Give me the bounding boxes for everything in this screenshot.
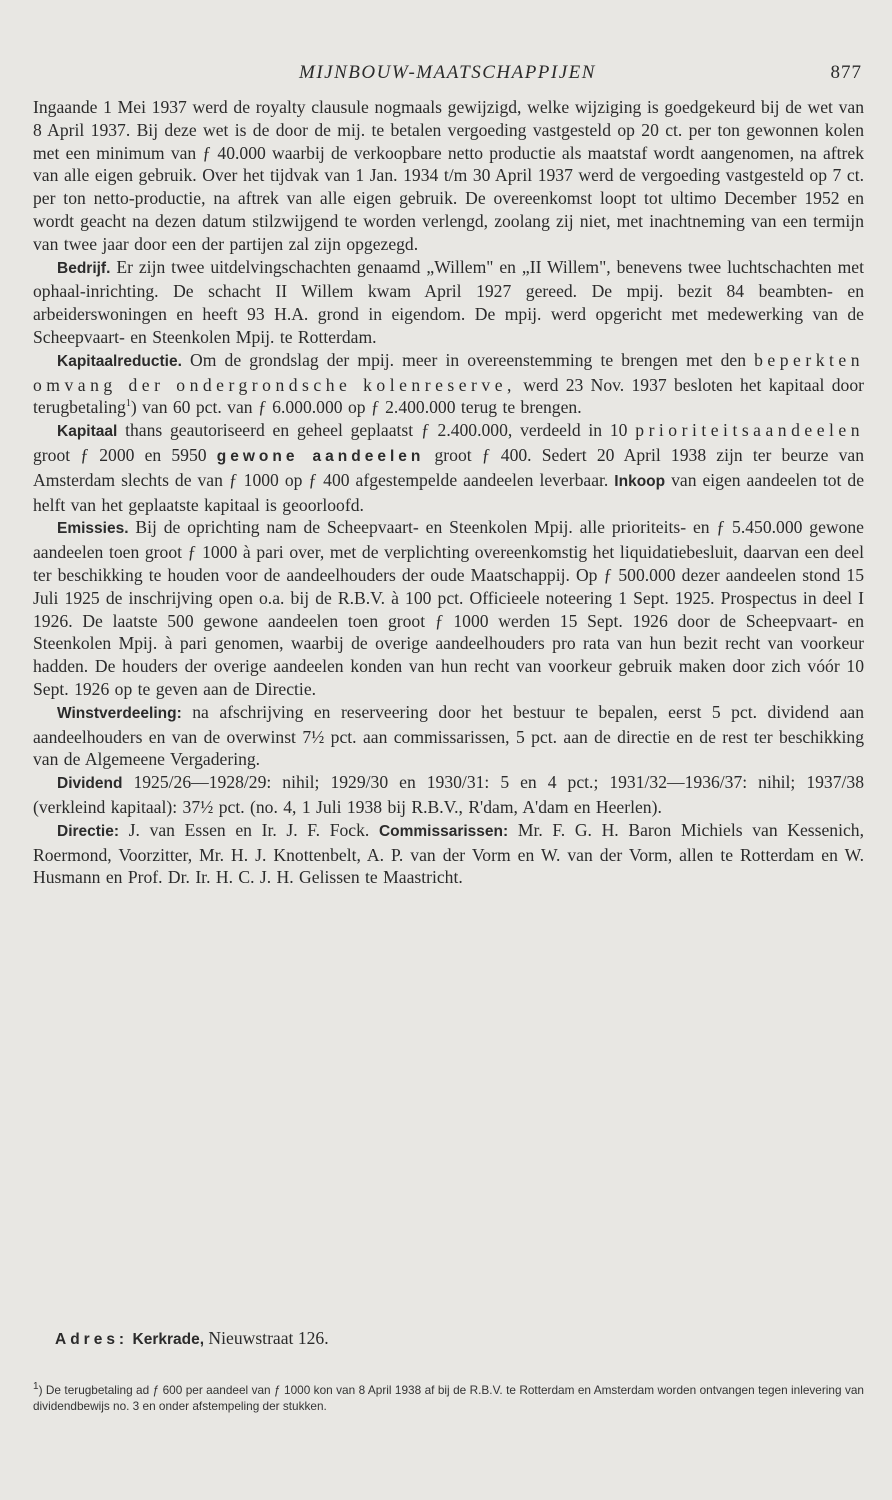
kapitaalreductie-text-c: ) van 60 pct. van ƒ 6.000.000 op ƒ 2.400.000 terug te brengen. (130, 397, 582, 418)
paragraph-directie (33, 819, 864, 889)
heading-kapitaalreductie: Kapitaalreductie. (57, 352, 182, 370)
address-line (55, 1328, 329, 1349)
bedrijf-text: Er zijn twee uitdelvingschachten genaamd „Willem" en „II Willem", benevens twee luchtschachten met ophaal-inrichting. De schacht II Willem kwam April 1927 gereed. De mpij. bezit 84 beambten- en arbeiderswoningen en heeft 93 H.A. grond in eigendom. De mpij. werd opgericht met medewerking van de Scheepvaart- en Steenkolen Mpij. te Rotterdam. (33, 256, 864, 347)
address-street: Nieuwstraat 126. (204, 1328, 329, 1348)
kapitaal-text-b: groot ƒ 2000 en 5950 (33, 444, 217, 465)
page-number: 877 (830, 62, 862, 83)
paragraph-dividend (33, 771, 864, 819)
heading-dividend: Dividend (57, 775, 123, 793)
paragraph-bedrijf (33, 256, 864, 349)
paragraph-kapitaal (33, 419, 864, 516)
footnote-text: ) De terugbetaling ad ƒ 600 per aandeel van ƒ 1000 kon van 8 April 1938 af bij de R.B.V. te Rotterdam en Amsterdam worden ontvangen tegen inlevering van dividendbewijs no. 3 en onder afstempeling der stukken. (33, 1383, 864, 1413)
paragraph-emissies (33, 516, 864, 700)
commissarissen-text: Mr. F. G. H. Baron Michiels van Kessenich, Roermond, Voorzitter, Mr. H. J. Knottenbelt, A. P. van der Vorm en W. van der Vorm, allen te Rotterdam en W. Husmann en Prof. Dr. Ir. H. C. J. H. Gelissen te Maastricht. (33, 819, 864, 888)
heading-winstverdeeling: Winstverdeeling: (57, 704, 182, 722)
page-header (33, 58, 862, 90)
directie-text: J. van Essen en Ir. J. F. Fock. (119, 819, 379, 840)
kapitaal-spaced: prioriteitsaandeelen (635, 420, 864, 441)
paragraph-royalty: Ingaande 1 Mei 1937 werd de royalty clausule nogmaals gewijzigd, welke wijziging is goedgekeurd bij de wet van 8 April 1937. Bij deze wet is de door de mij. te betalen vergoeding vastgesteld op 20 ct. per ton gewonnen kolen met een minimum van ƒ 40.000 waarbij de verkoopbare netto productie als maatstaf wordt aangenomen, na aftrek van alle eigen gebruik. Over het tijdvak van 1 Jan. 1934 t/m 30 April 1937 werd de vergoeding vastgesteld op 7 ct. per ton netto-productie, na aftrek van alle eigen gebruik. De overeenkomst loopt tot ultimo December 1952 en wordt geacht na dezen datum stilzwijgend te worden verlengd, zoolang zij niet, met inachtneming van een termijn van twee jaar door een der partijen zal zijn opgezegd. (33, 97, 864, 254)
kapitaal-text-c: groot ƒ 400. Sedert 20 April 1938 zijn ter beurze van Amsterdam slechts de van ƒ 1000 op ƒ 400 afgestempelde aandeelen leverbaar. (33, 444, 864, 490)
paragraph-winstverdeeling (33, 701, 864, 771)
heading-directie: Directie: (57, 822, 120, 840)
kapitaal-text-d: van eigen aandeelen tot de helft van het geplaatste kapitaal is geoorloofd. (33, 469, 865, 515)
kapitaalreductie-text-a: Om de grondslag der mpij. meer in overeenstemming te brengen met den (181, 349, 755, 370)
kapitaal-spaced-bold: gewone aandeelen (216, 447, 425, 465)
paragraph-kapitaalreductie (33, 349, 864, 419)
address-city: Kerkrade, (132, 1331, 205, 1348)
heading-emissies: Emissies. (57, 520, 129, 538)
footnote-ref: 1 (125, 398, 131, 410)
heading-inkoop: Inkoop (614, 472, 666, 490)
emissies-text: Bij de oprichting nam de Scheepvaart- en Steenkolen Mpij. alle prioriteits- en ƒ 5.450.000 gewone aandeelen toen groot ƒ 1000 à pari over, met de verplichting overeenkomstig het liquidatiebesluit, daarvan een deel ter beschikking te houden voor de aandeelhouders der oude Maatschappij. Op ƒ 500.000 dezer aandeelen stond 15 Juli 1925 de inschrijving open o.a. bij de R.B.V. à 100 pct. Officieele noteering 1 Sept. 1925. Prospectus in deel I 1926. De laatste 500 gewone aandeelen toen groot ƒ 1000 werden 15 Sept. 1926 door de Scheepvaart- en Steenkolen Mpij. à pari genomen, waarbij de overige aandeelhouders pro rata van hun bezit recht van voorkeur hadden. De houders der overige aandeelen konden van hun recht van voorkeur gebruik maken door zich vóór 10 Sept. 1926 op te geven aan de Directie. (33, 517, 864, 699)
kapitaalreductie-text-b: werd 23 Nov. 1937 besloten het kapitaal door terugbetaling (33, 374, 864, 418)
heading-adres: Adres: (55, 1331, 129, 1348)
heading-commissarissen: Commissarissen: (378, 822, 509, 840)
heading-kapitaal: Kapitaal (57, 423, 118, 441)
body-text (33, 96, 864, 889)
heading-bedrijf: Bedrijf. (57, 259, 111, 277)
footnote (33, 1383, 864, 1414)
kapitaal-text-a: thans geautoriseerd en geheel geplaatst ƒ 2.400.000, verdeeld in 10 (117, 420, 636, 441)
winstverdeeling-text: na afschrijving en reserveering door het bestuur te bepalen, eerst 5 pct. dividend aan aandeelhouders en van de overwinst 7½ pct. aan commissarissen, 5 pct. aan de directie en de rest ter beschikking van de Algemeene Vergadering. (33, 701, 864, 770)
kapitaalreductie-spaced: beperkten omvang der ondergrondsche kolenreserve, (33, 349, 864, 395)
running-title: MIJNBOUW-MAATSCHAPPIJEN (299, 62, 596, 83)
footnote-marker: 1 (33, 1381, 39, 1393)
dividend-text: 1925/26—1928/29: nihil; 1929/30 en 1930/31: 5 en 4 pct.; 1931/32—1936/37: nihil; 1937/38 (verkleind kapitaal): 37½ pct. (no. 4, 1 Juli 1938 bij R.B.V., R'dam, A'dam en Heerlen). (33, 772, 864, 817)
